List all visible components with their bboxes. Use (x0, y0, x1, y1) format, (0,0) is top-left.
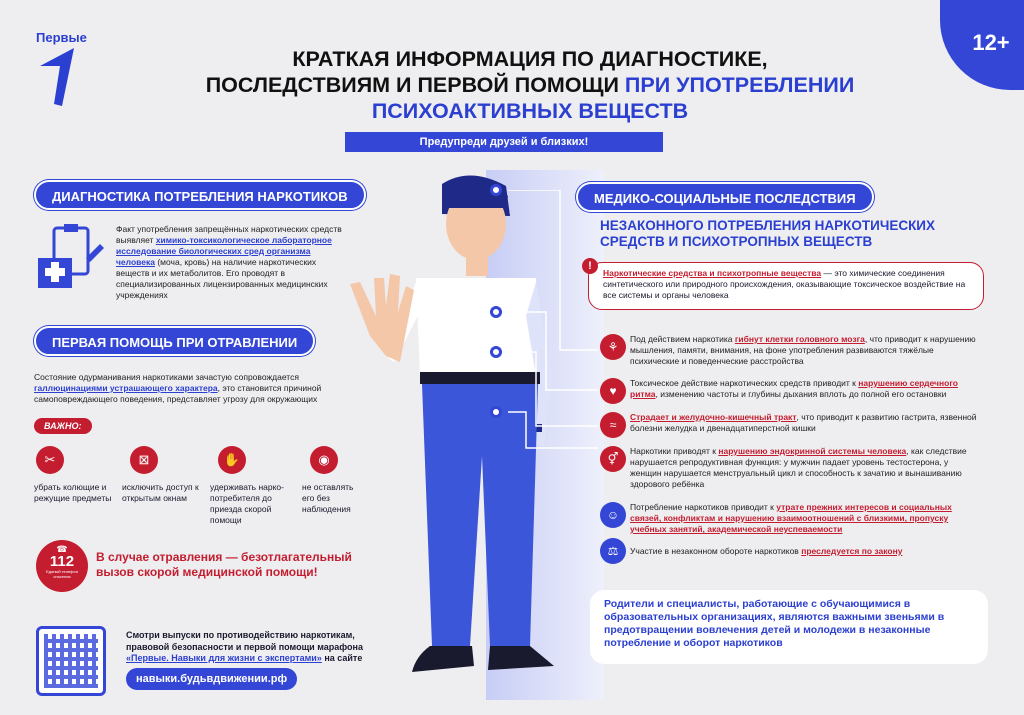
page-title: КРАТКАЯ ИНФОРМАЦИЯ ПО ДИАГНОСТИКЕ, ПОСЛЕДСТВИЯМ И ПЕРВОЙ ПОМОЩИ ПРИ УПОТРЕБЛЕНИИ ПСИХОАКТИВНЫХ ВЕЩЕСТВ (205, 47, 855, 123)
definition-box: Наркотические средства и психотропные вещества — это химические соединения синтетического или природного происхождения, оказывающие токсическое воздействие на все системы и органы человека (588, 262, 984, 310)
logo-arrow-icon (36, 46, 76, 108)
social-icon: ☺ (600, 502, 626, 528)
annotation-lines (500, 190, 600, 450)
first-aid-item-label: не оставлять его без наблюдения (302, 482, 354, 514)
first-aid-item (122, 446, 200, 526)
tagline-banner: Предупреди друзей и близких! (345, 132, 663, 152)
emergency-112-icon: ☎ 112 Единый телефон спасения (36, 540, 88, 592)
first-aid-heading: ПЕРВАЯ ПОМОЩЬ ПРИ ОТРАВЛЕНИИ (34, 326, 315, 356)
consequences-subheading: НЕЗАКОННОГО ПОТРЕБЛЕНИЯ НАРКОТИЧЕСКИХ СРЕДСТВ И ПСИХОТРОПНЫХ ВЕЩЕСТВ (600, 218, 936, 249)
heart-icon: ♥ (600, 378, 626, 404)
brain-icon: ⚘ (600, 334, 626, 360)
first-aid-item-label: удерживать нарко-потребителя до приезда скорой помощи (210, 482, 284, 525)
first-aid-item (210, 446, 292, 526)
footer-note: Родители и специалисты, работающие с обучающимися в образовательных организациях, являются важными звеньями в предотвращении вовлечения детей и молодежи в незаконные потребление и оборот наркотиков (590, 590, 988, 664)
gender-icon: ⚥ (600, 446, 626, 472)
eye-watch-icon: ◉ (310, 446, 338, 474)
clipboard-hospital-icon (36, 222, 106, 292)
consequence-item: ≈ Страдает и желудочно-кишечный тракт, что приводит к развитию гастрита, язвенной болезни желудка и двенадцатиперстной кишки (630, 412, 980, 434)
promo-text: Смотри выпуски по противодействию наркотикам, правовой безопасности и первой помощи марафона «Первые. Навыки для жизни с экспертами» на сайте (126, 630, 363, 663)
warning-icon: ! (582, 258, 598, 274)
qr-code[interactable] (36, 626, 106, 696)
no-sharp-objects-icon: ✂ (36, 446, 64, 474)
consequence-item: ⚖ Участие в незаконном обороте наркотиков преследуется по закону (630, 546, 980, 557)
first-aid-item-label: исключить доступ к открытым окнам (122, 482, 199, 503)
first-aid-item-label: убрать колющие и режущие предметы (34, 482, 112, 503)
no-window-icon: ⊠ (130, 446, 158, 474)
consequence-item: ⚥ Наркотики приводят к нарушению эндокринной системы человека, как следствие нарушается репродуктивная функция: у мужчин падает уровень тестостерона, у женщин нарушается менструальный цикл и способность к зачатию и вынашиванию здорового ребёнка (630, 446, 980, 490)
emergency-call-text: В случае отравления — безотлагательный вызов скорой медицинской помощи! (96, 550, 352, 579)
consequences-heading: МЕДИКО-СОЦИАЛЬНЫЕ ПОСЛЕДСТВИЯ (576, 182, 874, 212)
consequence-item: ♥ Токсическое действие наркотических средств приводит к нарушению сердечного ритма, изменению частоты и глубины дыхания вплоть до полной его остановки (630, 378, 980, 400)
first-aid-text: Состояние одурманивания наркотиками зачастую сопровождается галлюцинациями устрашающего характера, это становится причиной самоповреждающего поведения, представляет угрозу для окружающих (34, 372, 322, 404)
law-icon: ⚖ (600, 538, 626, 564)
logo-text: Первые (36, 30, 87, 45)
first-aid-items (34, 446, 364, 526)
age-rating-badge: 12+ (940, 0, 1024, 90)
stomach-icon: ≈ (600, 412, 626, 438)
diagnostics-text: Факт употребления запрещённых наркотических средств выявляет химико-токсикологическое лабораторное исследование биологических сред организма человека (моча, кровь) на наличие наркотических веществ и их метаболитов. Его проводят в специализированных лицензированных медицинских учреждениях (116, 224, 342, 300)
consequence-item: ⚘ Под действием наркотика гибнут клетки головного мозга, что приводит к нарушению мышления, памяти, внимания, на фоне употребления развиваются тяжёлые психические и поведенческие расстройства (630, 334, 980, 367)
hold-hands-icon: ✋ (218, 446, 246, 474)
first-aid-item (34, 446, 112, 526)
important-label: ВАЖНО: (34, 418, 92, 434)
promo-url-link[interactable]: навыки.будьвдвижении.рф (126, 668, 297, 690)
diagnostics-heading: ДИАГНОСТИКА ПОТРЕБЛЕНИЯ НАРКОТИКОВ (34, 180, 366, 210)
consequence-item: ☺ Потребление наркотиков приводит к утрате прежних интересов и социальных связей, конфликтам и нарушению взаимоотношений с близкими, пропуску учебных занятий, академической неуспеваемости (630, 502, 980, 535)
